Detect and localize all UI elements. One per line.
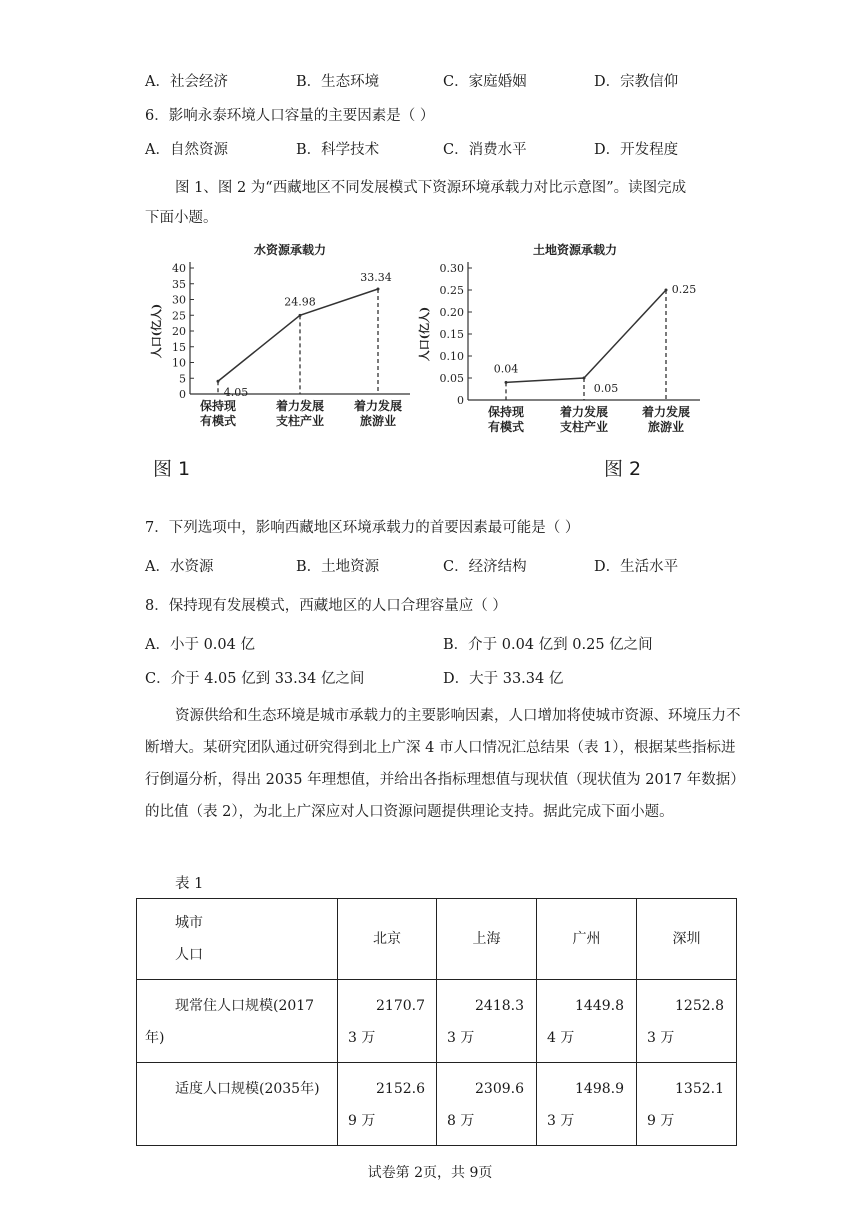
header-cell: 北京	[338, 899, 437, 980]
intro-figures-line2: 下面小题。	[145, 210, 218, 226]
header-cell: 广州	[537, 899, 637, 980]
data-label: 0.25	[671, 283, 697, 296]
x-category-label: 着力发展	[641, 405, 691, 419]
figure-2-label: 图 2	[604, 458, 642, 480]
table-row	[137, 980, 737, 1063]
q8-option-d: D．大于 33.34 亿	[443, 671, 564, 687]
intro-table-paragraph: 资源供给和生态环境是城市承载力的主要影响因素，人口增加将使城市资源、环境压力不断增大。某研究团队通过研究得到北上广深 4 市人口情况汇总结果（表 1），根据某些指标进行倒逼分析，得出 2035 年理想值，并给出各指标理想值与现状值（现状值为 2017 年数据）的比值（表 2），为北上广深应对人口资源问题提供理论支持。据此完成下面小题。	[145, 708, 745, 820]
x-category-label: 保持现	[199, 399, 237, 413]
x-category-label: 旅游业	[647, 420, 685, 434]
y-tick-label: 25	[172, 309, 186, 323]
header-city: 城市	[175, 915, 203, 931]
x-category-label: 有模式	[199, 414, 237, 428]
data-point	[377, 287, 380, 290]
value-cell: 1252.83 万	[637, 980, 737, 1063]
chart-title: 土地资源承载力	[532, 243, 618, 257]
q8-option-a: A．小于 0.04 亿	[145, 637, 255, 653]
q7-option-b: B．土地资源	[296, 559, 380, 575]
value-cell: 2418.33 万	[437, 980, 537, 1063]
table-corner-cell	[137, 899, 338, 980]
data-label: 0.05	[593, 382, 619, 395]
value-cell: 1352.19 万	[637, 1063, 737, 1146]
series-line	[506, 290, 666, 382]
row-label-cell: 现常住人口规模(2017年)	[137, 980, 338, 1063]
data-label: 0.04	[493, 362, 519, 376]
x-category-label: 支柱产业	[275, 414, 325, 428]
q7-option-a: A．水资源	[145, 559, 214, 575]
q7-stem: 7．下列选项中，影响西藏地区环境承载力的首要因素最可能是（ ）	[145, 520, 580, 536]
header-population: 人口	[175, 947, 203, 963]
table-row	[137, 1063, 737, 1146]
data-label: 4.05	[223, 386, 249, 400]
data-point	[505, 381, 508, 384]
land-resource-chart	[420, 238, 720, 448]
y-tick-label: 0.15	[439, 328, 464, 341]
x-category-label: 着力发展	[275, 399, 325, 413]
table-header-row	[137, 899, 737, 980]
y-tick-label: 0.30	[439, 262, 464, 275]
y-axis-label: 人口(亿人)	[150, 303, 163, 359]
q6-option-c: C．消费水平	[443, 142, 527, 158]
value-cell: 2309.68 万	[437, 1063, 537, 1146]
q5-option-c: C．家庭婚姻	[443, 74, 527, 90]
x-category-label: 着力发展	[353, 399, 403, 413]
population-table	[136, 898, 737, 1146]
q5-option-b: B．生态环境	[296, 74, 380, 90]
x-category-label: 旅游业	[359, 414, 397, 428]
page-footer: 试卷第 2页，共 9页	[367, 1165, 493, 1181]
data-point	[299, 314, 302, 317]
x-category-label: 有模式	[487, 420, 525, 434]
figure-1-label: 图 1	[153, 458, 191, 480]
x-category-label: 支柱产业	[559, 420, 609, 434]
value-cell: 2170.73 万	[338, 980, 437, 1063]
row-label-cell: 适度人口规模(2035年)	[137, 1063, 338, 1146]
value-cell: 1449.84 万	[537, 980, 637, 1063]
y-tick-label: 0.05	[439, 372, 464, 385]
y-tick-label: 35	[172, 277, 186, 291]
y-tick-label: 30	[172, 293, 186, 307]
q6-stem: 6．影响永泰环境人口容量的主要因素是（ ）	[145, 108, 435, 124]
q7-option-d: D．生活水平	[594, 559, 679, 575]
water-resource-chart	[140, 238, 430, 448]
x-category-label: 着力发展	[559, 405, 609, 419]
q5-option-a: A．社会经济	[145, 74, 228, 90]
value-cell: 2152.69 万	[338, 1063, 437, 1146]
data-point	[665, 289, 668, 292]
value-cell: 1498.93 万	[537, 1063, 637, 1146]
q6-option-d: D．开发程度	[594, 142, 679, 158]
table-1-caption: 表 1	[175, 876, 204, 892]
y-tick-label: 40	[172, 262, 186, 275]
y-tick-label: 0	[179, 388, 186, 401]
q6-option-a: A．自然资源	[145, 142, 228, 158]
header-cell: 上海	[437, 899, 537, 980]
data-label: 24.98	[284, 295, 316, 309]
q8-option-b: B．介于 0.04 亿到 0.25 亿之间	[443, 637, 653, 653]
q8-option-c: C．介于 4.05 亿到 33.34 亿之间	[145, 671, 365, 687]
header-cell: 深圳	[637, 899, 737, 980]
data-point	[583, 377, 586, 380]
y-tick-label: 0.25	[439, 284, 464, 297]
y-tick-label: 0.10	[439, 350, 464, 363]
y-tick-label: 0	[457, 394, 464, 407]
intro-figures-line1: 图 1、图 2 为“西藏地区不同发展模式下资源环境承载力对比示意图”。读图完成	[175, 180, 687, 196]
y-tick-label: 10	[172, 356, 186, 370]
q8-stem: 8．保持现有发展模式，西藏地区的人口合理容量应（ ）	[145, 598, 507, 614]
y-tick-label: 5	[179, 372, 186, 386]
q5-option-d: D．宗教信仰	[594, 74, 679, 90]
q6-option-b: B．科学技术	[296, 142, 380, 158]
data-label: 33.34	[360, 270, 392, 284]
y-tick-label: 0.20	[439, 306, 464, 319]
x-category-label: 保持现	[487, 405, 525, 419]
y-tick-label: 15	[172, 340, 186, 354]
y-axis-label: 人口(亿人)	[418, 306, 431, 362]
chart-title: 水资源承载力	[253, 243, 327, 257]
q7-option-c: C．经济结构	[443, 559, 527, 575]
data-point	[217, 380, 220, 383]
y-tick-label: 20	[172, 325, 186, 338]
